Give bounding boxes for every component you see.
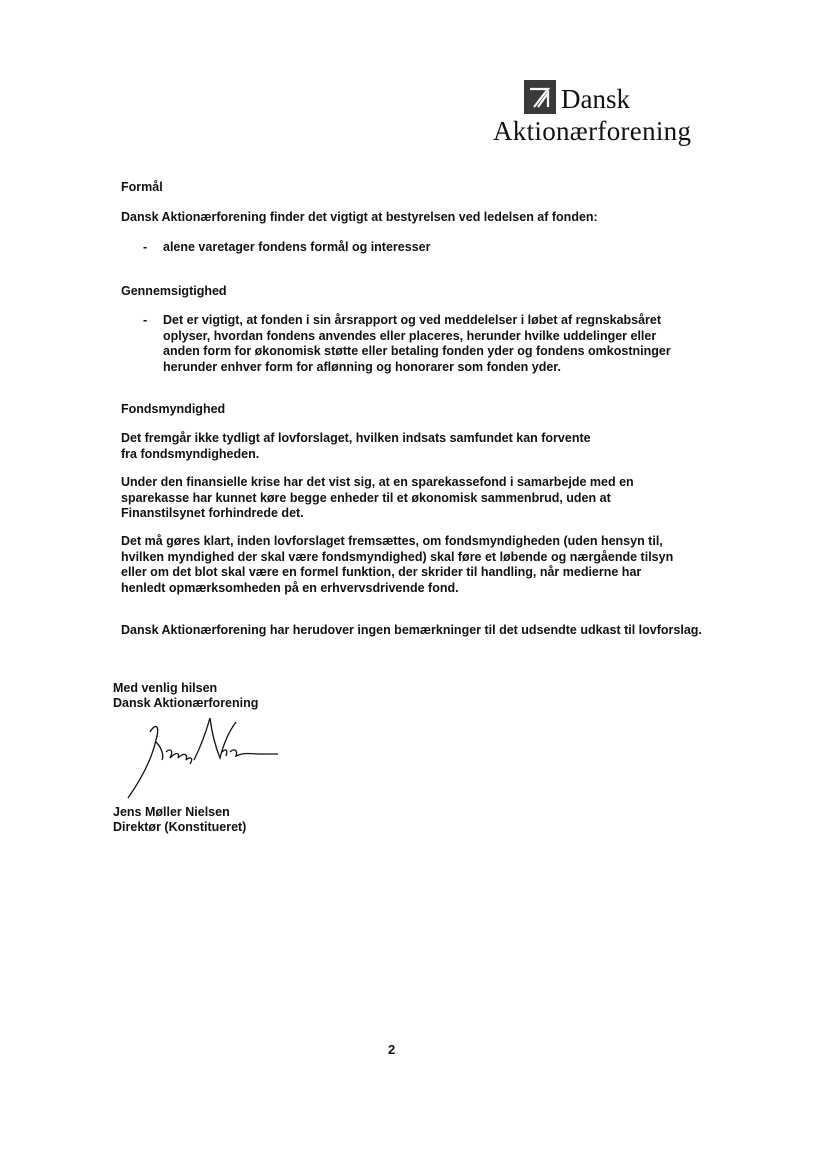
- logo-mark-icon: [524, 80, 556, 114]
- fondsmyndighed-paragraph-2: Under den finansielle krise har det vist sig, at en sparekassefond i samarbejde med en sparekasse har kunnet køre begge enheder til et økonomisk sammenbrud, uden at Finanstilsynet forhindrede det.: [121, 475, 634, 520]
- logo-text-aktionaerforening: Aktionærforening: [493, 116, 692, 146]
- organization-logo: [490, 80, 690, 160]
- formaal-bullet: alene varetager fondens formål og interesser: [163, 240, 431, 254]
- logo-text-dansk: Dansk: [561, 84, 630, 114]
- heading-gennemsigtighed: Gennemsigtighed: [121, 284, 227, 298]
- signoff-greeting: Med venlig hilsen: [113, 681, 218, 695]
- formaal-intro: Dansk Aktionærforening finder det vigtigt at bestyrelsen ved ledelsen af fonden:: [121, 210, 598, 224]
- bullet-dash: -: [143, 240, 148, 254]
- heading-formaal: Formål: [121, 180, 163, 194]
- signoff-organization: Dansk Aktionærforening: [113, 696, 259, 710]
- closing-statement: Dansk Aktionærforening har herudover ingen bemærkninger til det udsendte udkast til lovforslag.: [121, 623, 702, 637]
- handwritten-signature: [112, 712, 282, 804]
- fondsmyndighed-paragraph-1: Det fremgår ikke tydligt af lovforslaget, hvilken indsats samfundet kan forvente fra fondsmyndigheden.: [121, 431, 591, 461]
- page-number: 2: [388, 1042, 396, 1057]
- bullet-dash: -: [143, 313, 148, 327]
- gennemsigtighed-bullet: Det er vigtigt, at fonden i sin årsrapport og ved meddelelser i løbet af regnskabsåret oplyser, hvordan fondens anvendes eller placeres, herunder hvilke uddelinger eller anden form for økonomisk støtte eller betaling fonden yder og fondens omkostninger herunder enhver form for aflønning og honorarer som fonden yder.: [163, 313, 671, 374]
- signoff-name: Jens Møller Nielsen: [113, 805, 230, 819]
- signoff-title: Direktør (Konstitueret): [113, 820, 247, 834]
- heading-fondsmyndighed: Fondsmyndighed: [121, 402, 226, 416]
- fondsmyndighed-paragraph-3: Det må gøres klart, inden lovforslaget fremsættes, om fondsmyndigheden (uden hensyn til, hvilken myndighed der skal være fondsmyndighed) skal føre et løbende og nærgående tilsyn eller om det blot skal være en formel funktion, der skrider til handling, når medierne har henledt opmærksomheden på en erhvervsdrivende fond.: [121, 534, 674, 595]
